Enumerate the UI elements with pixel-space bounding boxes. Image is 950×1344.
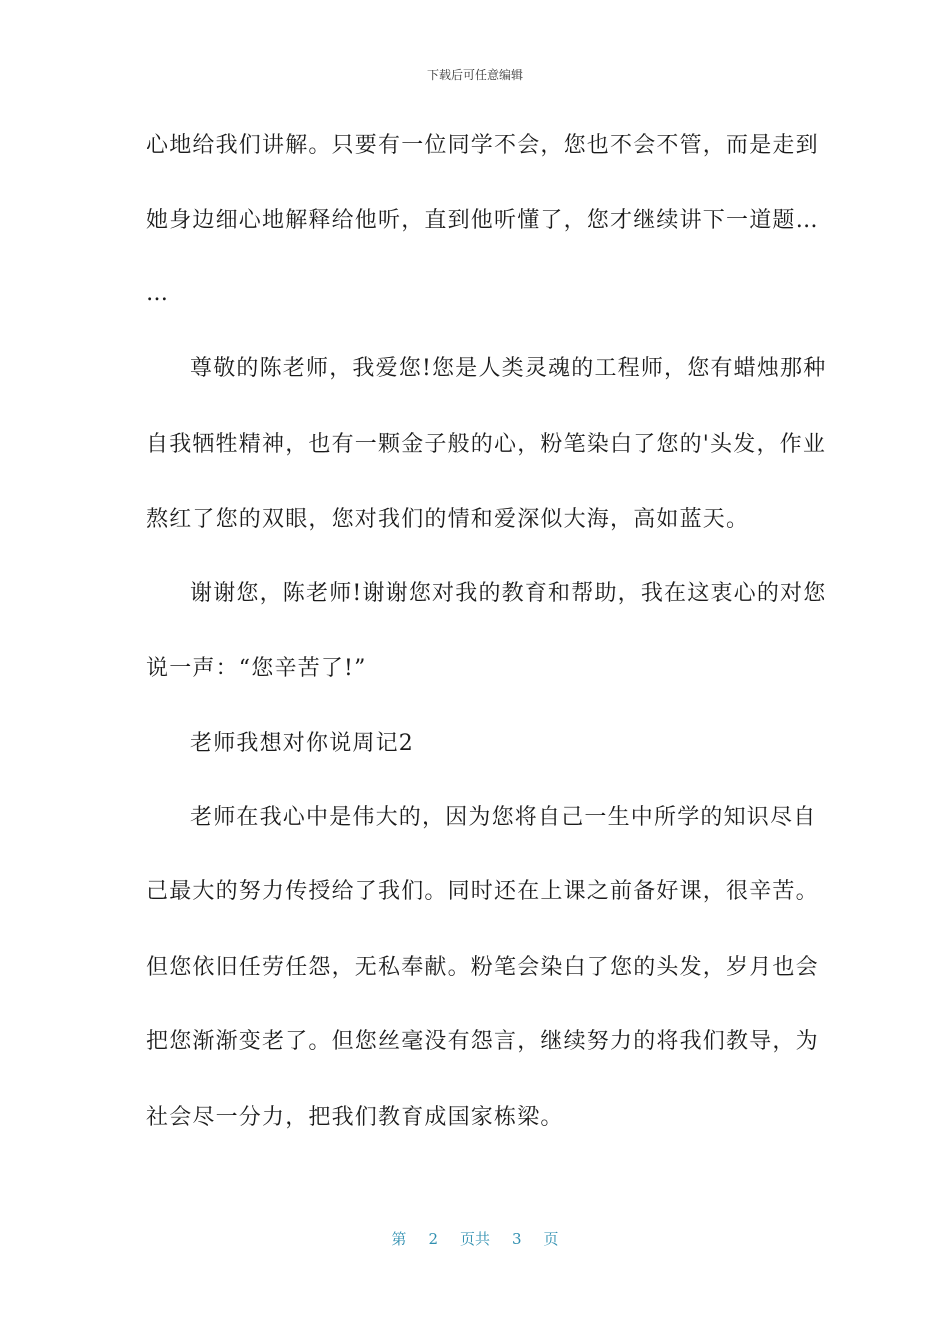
paragraph-line: 己最大的努力传授给了我们。同时还在上课之前备好课，很辛苦。 [146, 879, 819, 904]
paragraph-line: … [146, 281, 170, 306]
paragraph-line: 自我牺牲精神，也有一颗金子般的心，粉笔染白了您的'头发，作业 [146, 432, 827, 457]
footer-prefix: 第 [391, 1230, 407, 1248]
footer-total-pages: 3 [512, 1230, 522, 1248]
paragraph-line: 老师在我心中是伟大的，因为您将自己一生中所学的知识尽自 [190, 805, 817, 830]
paragraph-line: 社会尽一分力，把我们教育成国家栋梁。 [146, 1105, 564, 1130]
paragraph-line: 谢谢您，陈老师!谢谢您对我的教育和帮助，我在这衷心的对您 [190, 581, 827, 606]
paragraph-line: 但您依旧任劳任怨，无私奉献。粉笔会染白了您的头发，岁月也会 [146, 955, 819, 980]
page-header: 下载后可任意编辑 [426, 68, 523, 82]
paragraph-line: 熬红了您的双眼，您对我们的情和爱深似大海，高如蓝天。 [146, 507, 750, 532]
paragraph-line: 心地给我们讲解。只要有一位同学不会，您也不会不管，而是走到 [146, 133, 819, 158]
footer-middle: 页共 [459, 1230, 490, 1248]
footer-suffix: 页 [543, 1230, 559, 1248]
footer-current-page: 2 [428, 1230, 438, 1248]
paragraph-line: 说一声：“您辛苦了!” [146, 656, 367, 681]
paragraph-line: 尊敬的陈老师，我爱您!您是人类灵魂的工程师，您有蜡烛那种 [190, 356, 827, 381]
section-heading: 老师我想对你说周记2 [190, 731, 414, 756]
page-footer [0, 1228, 950, 1249]
paragraph-line: 她身边细心地解释给他听，直到他听懂了，您才继续讲下一道题… [146, 208, 819, 233]
paragraph-line: 把您渐渐变老了。但您丝毫没有怨言，继续努力的将我们教导，为 [146, 1029, 819, 1054]
